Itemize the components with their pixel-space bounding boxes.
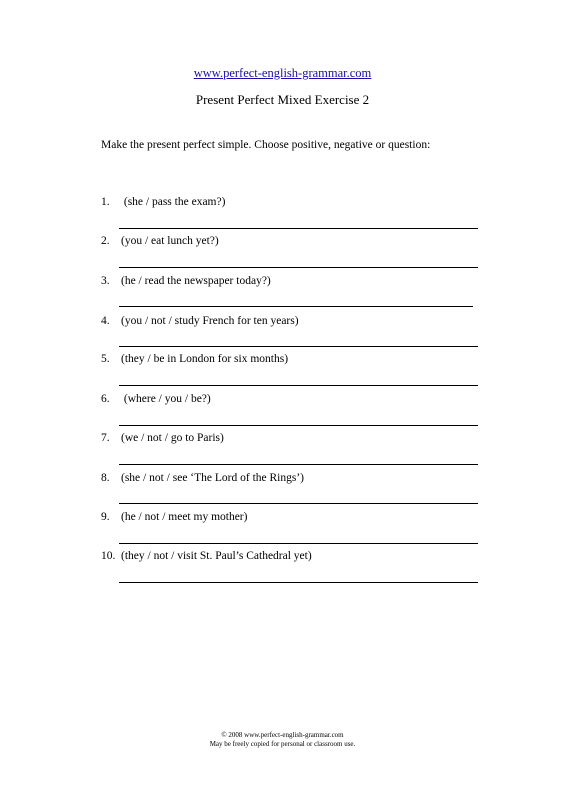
- answer-line-1[interactable]: [119, 228, 478, 229]
- question-number: 10.: [101, 550, 116, 562]
- question-prompt: (they / not / visit St. Paul’s Cathedral yet): [121, 550, 312, 562]
- question-number: 5.: [101, 353, 110, 365]
- question-prompt: (you / not / study French for ten years): [121, 315, 299, 327]
- question-number: 9.: [101, 511, 110, 523]
- question-9: [101, 511, 247, 523]
- question-prompt: (she / not / see ‘The Lord of the Rings’): [121, 472, 304, 484]
- answer-line-10[interactable]: [119, 582, 478, 583]
- answer-line-4[interactable]: [119, 346, 478, 347]
- instructions: Make the present perfect simple. Choose positive, negative or question:: [101, 139, 431, 151]
- question-number: 7.: [101, 432, 110, 444]
- question-2: [101, 235, 219, 247]
- question-prompt: (we / not / go to Paris): [121, 432, 224, 444]
- question-number: 3.: [101, 275, 110, 287]
- question-6: [101, 393, 211, 405]
- answer-line-3[interactable]: [119, 306, 473, 307]
- question-prompt: (he / read the newspaper today?): [121, 275, 271, 287]
- answer-line-7[interactable]: [119, 464, 478, 465]
- question-number: 8.: [101, 472, 110, 484]
- question-10: [101, 550, 312, 562]
- question-7: [101, 432, 224, 444]
- question-prompt: (they / be in London for six months): [121, 353, 289, 365]
- answer-line-2[interactable]: [119, 267, 478, 268]
- question-number: 2.: [101, 235, 110, 247]
- answer-line-5[interactable]: [119, 385, 478, 386]
- question-number: 6.: [101, 393, 110, 405]
- question-1: [101, 196, 225, 208]
- question-prompt: (she / pass the exam?): [121, 196, 226, 208]
- question-number: 4.: [101, 315, 110, 327]
- footer-copyright: © 2008 www.perfect-english-grammar.com: [221, 731, 344, 739]
- question-8: [101, 472, 304, 484]
- question-prompt: (you / eat lunch yet?): [121, 235, 219, 247]
- footer: [0, 731, 565, 749]
- question-number: 1.: [101, 196, 110, 208]
- question-4: [101, 315, 299, 327]
- question-3: [101, 275, 271, 287]
- answer-line-6[interactable]: [119, 425, 478, 426]
- answer-line-8[interactable]: [119, 503, 478, 504]
- footer-note: May be freely copied for personal or classroom use.: [209, 740, 356, 748]
- answer-line-9[interactable]: [119, 543, 478, 544]
- question-prompt: (where / you / be?): [121, 393, 211, 405]
- question-5: [101, 353, 288, 365]
- header-link[interactable]: www.perfect-english-grammar.com: [193, 66, 372, 80]
- page-title: Present Perfect Mixed Exercise 2: [195, 92, 370, 107]
- question-prompt: (he / not / meet my mother): [121, 511, 248, 523]
